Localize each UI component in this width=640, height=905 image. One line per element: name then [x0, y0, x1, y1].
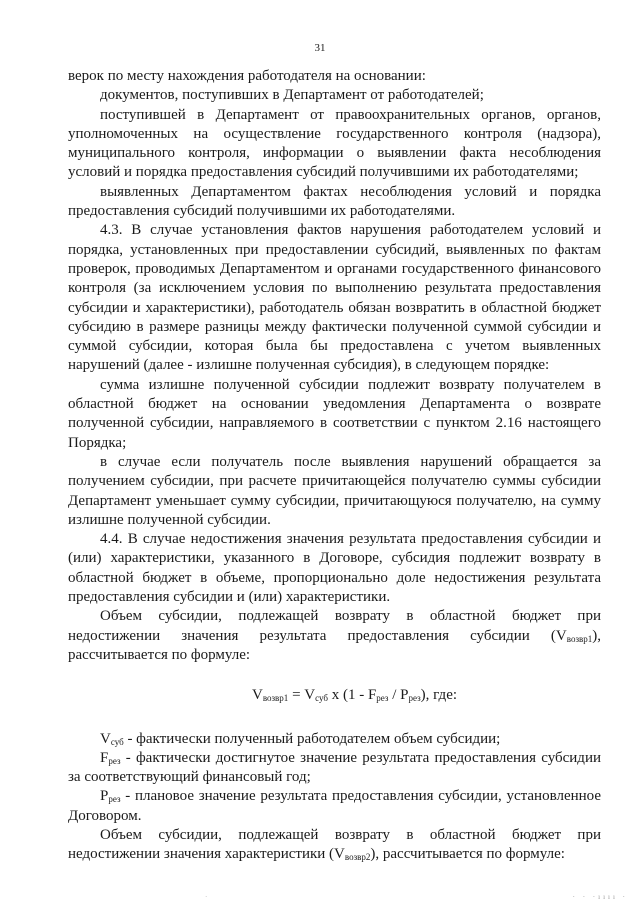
- paragraph-volume-characteristic: Объем субсидии, подлежащей возврату в областной бюджет при недостижении значения характеристики $(V_{возвр2})$, рассчитывается по формуле:: [68, 826, 601, 863]
- clause-4-3: 4.3. В случае установления фактов нарушения работодателем условий и порядка, установленных при предоставлении субсидий, выявленных по фактам проверок, проводимых Департаментом и органами государственного финансового контроля (за исключением условия по выполнению результата предоставления субсидии и характеристики), работодатель обязан возвратить в областной бюджет субсидию в размере разницы между фактически полученной суммой субсидии и суммой субсидии, которая была бы предоставлена с учетом выявленных нарушений (далее - излишне полученная субсидия), в следующем порядке:: [68, 222, 601, 374]
- paragraph: сумма излишне полученной субсидии подлежит возврату получателем в областной бюджет на основании уведомления Департамента о возврате полученной субсидии, направляемого в соответствии с пунктом 2.16 настоящего Порядка;: [68, 376, 601, 451]
- paragraph: в случае если получатель после выявления нарушений обращается за получением субсидии, при расчете причитающейся получателю суммы субсидии Департамент уменьшает сумму субсидии, причитающуюся получателю, на сумму излишне полученной субсидии.: [68, 453, 601, 528]
- formula-result: $V_{возвр1} = V_{суб}$ x $(1 - F_{рез} / P_{рез})$, где:: [251, 687, 458, 704]
- clause-4-4: 4.4. В случае недостижения значения результата предоставления субсидии и (или) характеристики, указанного в Договоре, субсидия подлежит возврату в областной бюджет в объеме, пропорционально доле недостижения результата предоставления субсидии и (или) характеристики.: [68, 531, 601, 606]
- paragraph: поступившей в Департамент от правоохранительных органов, органов, уполномоченных на осуществление государственного контроля (надзора), муниципального контроля, информации о выявлении факта несоблюдения условий и порядка предоставления субсидий получившими их работодателями;: [68, 106, 601, 181]
- document-body: [68, 67, 601, 865]
- paragraph: верок по месту нахождения работодателя на основании:: [68, 68, 426, 84]
- definition-p-rez: $P_{рез}$ - плановое значение результата предоставления субсидии, установленное Договором.: [68, 788, 601, 824]
- page-number: 31: [314, 42, 326, 54]
- definition-v-sub: $V_{суб}$ - фактически полученный работодателем объем субсидии;: [100, 730, 501, 747]
- scan-specks: · · ·ıııı ·: [572, 893, 628, 901]
- scan-speck: ·: [205, 893, 208, 901]
- definition-f-rez: $F_{рез}$ - фактически достигнутое значение результата предоставления субсидии за соответствующий финансовый год;: [68, 749, 601, 786]
- paragraph: документов, поступивших в Департамент от работодателей;: [100, 87, 484, 104]
- paragraph-volume-result: Объем субсидии, подлежащей возврату в областной бюджет при недостижении значения результата предоставления субсидии $(V_{возвр1})$, рассчитывается по формуле:: [68, 608, 601, 663]
- paragraph: выявленных Департаментом фактах несоблюдения условий и порядка предоставления субсидий получившими их работодателями.: [68, 183, 601, 220]
